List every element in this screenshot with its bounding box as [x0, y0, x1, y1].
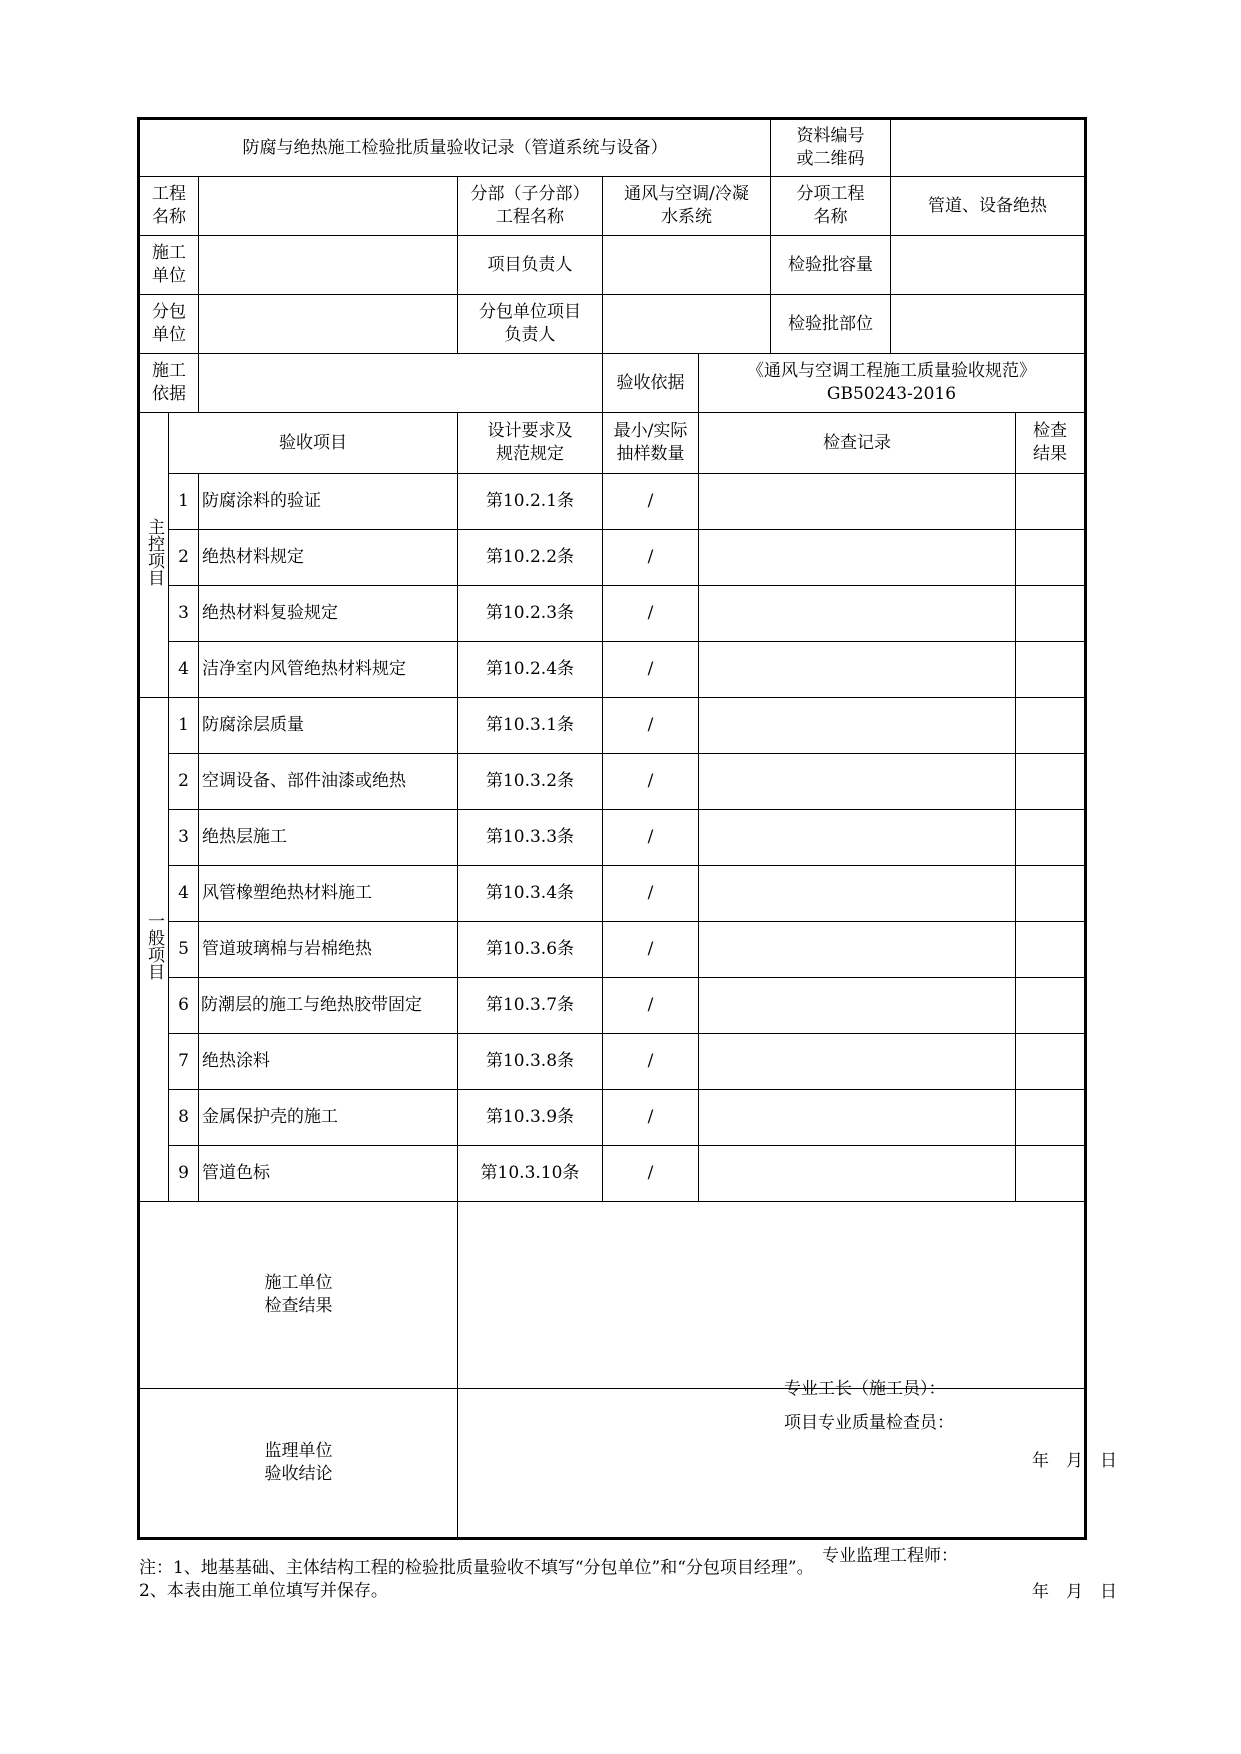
row-clause: 第10.3.6条: [458, 922, 603, 978]
row-item: 防潮层的施工与绝热胶带固定: [199, 978, 458, 1034]
row-result[interactable]: [1016, 530, 1086, 586]
table-row: [139, 810, 1086, 866]
row-clause: 第10.2.2条: [458, 530, 603, 586]
contractor-check-label: 施工单位 检查结果: [139, 1202, 458, 1389]
pm-label: 项目负责人: [458, 236, 603, 295]
row-sample[interactable]: /: [603, 474, 699, 530]
row-record[interactable]: [699, 810, 1016, 866]
row-record[interactable]: [699, 1090, 1016, 1146]
contractor-value[interactable]: [199, 236, 458, 295]
project-name-value[interactable]: [199, 177, 458, 236]
row-result[interactable]: [1016, 866, 1086, 922]
row-item: 洁净室内风管绝热材料规定: [199, 642, 458, 698]
row-record[interactable]: [699, 1034, 1016, 1090]
row-item: 风管橡塑绝热材料施工: [199, 866, 458, 922]
contractor-date: 年 月 日: [1032, 1451, 1117, 1471]
col-requirement-header: 设计要求及 规范规定: [458, 413, 603, 474]
capacity-label: 检验批容量: [771, 236, 891, 295]
row-result[interactable]: [1016, 1090, 1086, 1146]
row-record[interactable]: [699, 1146, 1016, 1202]
row-record[interactable]: [699, 978, 1016, 1034]
table-row: [139, 978, 1086, 1034]
row-item: 防腐涂料的验证: [199, 474, 458, 530]
foreman-signature-label: 专业工长（施工员）：: [784, 1379, 946, 1399]
footnote-1: 注：1、地基基础、主体结构工程的检验批质量验收不填写“分包单位”和“分包项目经理”。: [139, 1558, 814, 1578]
pm-value[interactable]: [603, 236, 771, 295]
subdivision-value[interactable]: 通风与空调/冷凝 水系统: [603, 177, 771, 236]
row-result[interactable]: [1016, 642, 1086, 698]
sub-pm-value[interactable]: [603, 295, 771, 354]
table-row: [139, 642, 1086, 698]
footnotes: [139, 1557, 814, 1603]
row-clause: 第10.2.1条: [458, 474, 603, 530]
row-sample[interactable]: /: [603, 698, 699, 754]
row-no: 4: [169, 642, 199, 698]
subitem-label: 分项工程 名称: [771, 177, 891, 236]
row-no: 6: [169, 978, 199, 1034]
basis-label: 施工依据: [139, 354, 199, 413]
general-label: 一般项目: [144, 912, 164, 980]
row-result[interactable]: [1016, 586, 1086, 642]
row-sample[interactable]: /: [603, 866, 699, 922]
location-label: 检验批部位: [771, 295, 891, 354]
row-result[interactable]: [1016, 810, 1086, 866]
row-clause: 第10.2.4条: [458, 642, 603, 698]
doc-no-value[interactable]: [891, 119, 1086, 177]
row-clause: 第10.3.9条: [458, 1090, 603, 1146]
row-record[interactable]: [699, 586, 1016, 642]
engineer-signature-label: 专业监理工程师：: [822, 1546, 958, 1566]
row-no: 5: [169, 922, 199, 978]
project-name-label: 工程名称: [139, 177, 199, 236]
table-row: [139, 586, 1086, 642]
row-item: 防腐涂层质量: [199, 698, 458, 754]
doc-no-label: 资料编号 或二维码: [771, 119, 891, 177]
row-no: 3: [169, 586, 199, 642]
table-row: [139, 1090, 1086, 1146]
row-record[interactable]: [699, 642, 1016, 698]
table-row: [139, 1146, 1086, 1202]
row-record[interactable]: [699, 530, 1016, 586]
subitem-value[interactable]: 管道、设备绝热: [891, 177, 1086, 236]
table-row: [139, 922, 1086, 978]
row-record[interactable]: [699, 866, 1016, 922]
row-no: 7: [169, 1034, 199, 1090]
row-clause: 第10.3.3条: [458, 810, 603, 866]
row-sample[interactable]: /: [603, 754, 699, 810]
row-clause: 第10.2.3条: [458, 586, 603, 642]
main-control-label-cell: [139, 413, 169, 698]
row-sample[interactable]: /: [603, 586, 699, 642]
table-row: [139, 754, 1086, 810]
row-result[interactable]: [1016, 698, 1086, 754]
row-clause: 第10.3.7条: [458, 978, 603, 1034]
general-label-cell: [139, 698, 169, 1202]
row-result[interactable]: [1016, 754, 1086, 810]
acceptance-basis-value: 《通风与空调工程施工质量验收规范》 GB50243-2016: [699, 354, 1086, 413]
row-sample[interactable]: /: [603, 810, 699, 866]
row-sample[interactable]: /: [603, 642, 699, 698]
row-sample[interactable]: /: [603, 1146, 699, 1202]
row-record[interactable]: [699, 754, 1016, 810]
row-item: 金属保护壳的施工: [199, 1090, 458, 1146]
row-result[interactable]: [1016, 474, 1086, 530]
acceptance-basis-label: 验收依据: [603, 354, 699, 413]
contractor-check-area[interactable]: [458, 1202, 1117, 1471]
supervisor-check-label: 监理单位 验收结论: [139, 1389, 458, 1539]
row-clause: 第10.3.4条: [458, 866, 603, 922]
row-result[interactable]: [1016, 922, 1086, 978]
col-item-header: 验收项目: [169, 413, 458, 474]
row-sample[interactable]: /: [603, 1034, 699, 1090]
row-clause: 第10.3.2条: [458, 754, 603, 810]
row-record[interactable]: [699, 474, 1016, 530]
contractor-label: 施工单位: [139, 236, 199, 295]
row-result[interactable]: [1016, 1034, 1086, 1090]
basis-value[interactable]: [199, 354, 603, 413]
row-no: 2: [169, 754, 199, 810]
row-record[interactable]: [699, 698, 1016, 754]
supervisor-date: 年 月 日: [1032, 1582, 1117, 1602]
col-result-header: 检查 结果: [1016, 413, 1086, 474]
capacity-value[interactable]: [891, 236, 1086, 295]
table-row: [139, 866, 1086, 922]
row-item: 管道色标: [199, 1146, 458, 1202]
subcontractor-value[interactable]: [199, 295, 458, 354]
row-no: 8: [169, 1090, 199, 1146]
row-item: 空调设备、部件油漆或绝热: [199, 754, 458, 810]
row-item: 绝热涂料: [199, 1034, 458, 1090]
subcontractor-label: 分包单位: [139, 295, 199, 354]
row-clause: 第10.3.10条: [458, 1146, 603, 1202]
row-item: 绝热材料规定: [199, 530, 458, 586]
form-title: 防腐与绝热施工检验批质量验收记录（管道系统与设备）: [139, 119, 771, 177]
row-item: 绝热材料复验规定: [199, 586, 458, 642]
inspector-signature-label: 项目专业质量检查员：: [784, 1413, 954, 1433]
row-result[interactable]: [1016, 978, 1086, 1034]
row-record[interactable]: [699, 922, 1016, 978]
table-row: [139, 530, 1086, 586]
row-sample[interactable]: /: [603, 922, 699, 978]
row-no: 4: [169, 866, 199, 922]
table-row: [139, 1034, 1086, 1090]
col-record-header: 检查记录: [699, 413, 1016, 474]
row-no: 2: [169, 530, 199, 586]
row-clause: 第10.3.8条: [458, 1034, 603, 1090]
row-no: 1: [169, 474, 199, 530]
row-no: 3: [169, 810, 199, 866]
main-control-label: 主控项目: [144, 517, 164, 586]
row-sample[interactable]: /: [603, 978, 699, 1034]
row-no: 1: [169, 698, 199, 754]
table-row: [139, 698, 1086, 754]
subdivision-label: 分部（子分部） 工程名称: [458, 177, 603, 236]
row-clause: 第10.3.1条: [458, 698, 603, 754]
row-sample[interactable]: /: [603, 1090, 699, 1146]
sub-pm-label: 分包单位项目 负责人: [458, 295, 603, 354]
col-sample-header: 最小/实际 抽样数量: [603, 413, 699, 474]
footnote-2: 2、本表由施工单位填写并保存。: [139, 1581, 388, 1601]
table-row: [139, 474, 1086, 530]
location-value[interactable]: [891, 295, 1086, 354]
row-no: 9: [169, 1146, 199, 1202]
row-item: 管道玻璃棉与岩棉绝热: [199, 922, 458, 978]
row-item: 绝热层施工: [199, 810, 458, 866]
row-sample[interactable]: /: [603, 530, 699, 586]
row-result[interactable]: [1016, 1146, 1086, 1202]
